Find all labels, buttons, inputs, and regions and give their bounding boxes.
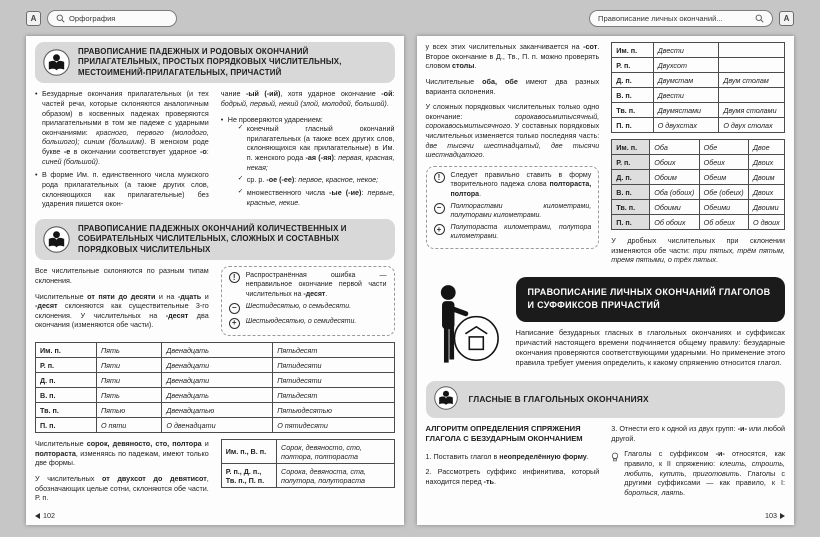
table-cell: Обе (699, 140, 748, 155)
numerals-continued-row (426, 42, 786, 271)
table-cell: Двухсот (653, 58, 719, 73)
algorithm-heading: АЛГОРИТМ ОПРЕДЕЛЕНИЯ СПРЯЖЕНИЯ ГЛАГОЛА С БЕЗУДАРНЫМ ОКОНЧАНИЕМ (425, 424, 583, 444)
table-cell: Обоих (650, 155, 699, 170)
search-field-left[interactable] (47, 10, 177, 27)
note-row-warning (229, 271, 387, 299)
table-cell: Двести (653, 88, 719, 103)
section-title: ПРАВОПИСАНИЕ ПАДЕЖНЫХ ОКОНЧАНИЙ КОЛИЧЕСТВЕННЫХ И СОБИРАТЕЛЬНЫХ ЧИСЛИТЕЛЬНЫХ, СЛОЖНЫХ И СОСТАВНЫХ ПОРЯДКОВЫХ ЧИСЛИТЕЛЬНЫХ (78, 223, 347, 254)
declension-table-5-12-50 (35, 342, 395, 433)
table-cell (719, 43, 785, 58)
declension-table-two-hundred (611, 42, 785, 133)
algorithm-row (426, 424, 786, 497)
column-2 (221, 89, 395, 213)
reading-person-icon (43, 226, 70, 253)
section-title: ГЛАСНЫЕ В ГЛАГОЛЬНЫХ ОКОНЧАНИЯХ (468, 394, 649, 405)
algorithm-step-2: 2. Рассмотреть суффикс инфинитива, который находится перед -ть. (425, 467, 600, 486)
table-cell: О пяти (96, 418, 161, 433)
table-cell: Им. п. (612, 140, 650, 155)
table-cell: Пяти (96, 373, 161, 388)
table-cell: Им. п. (612, 43, 653, 58)
table-cell: Двенадцати (162, 373, 273, 388)
table-cell: В. п. (612, 185, 650, 200)
table-cell: Двумястами (653, 103, 719, 118)
table-cell: Обоими (650, 200, 699, 215)
table-row (221, 464, 394, 488)
paragraph: Числительные от пяти до десяти и на -дцать и -десят склоняются как существительные 3-го склонения. У числительных на -десят два окончания (изменяются обе части). (35, 291, 209, 330)
table-cell: В. п. (612, 88, 653, 103)
right-example: Полутораста километрами, полутора километрами. (450, 224, 592, 241)
section-banner-numerals (35, 219, 395, 260)
table-cell: О двух столах (719, 118, 785, 133)
book-spread (26, 36, 794, 525)
table-cell: Двоими (749, 200, 785, 215)
verb-endings-section (426, 277, 786, 374)
section-banner-adjectives (35, 42, 395, 83)
list-item: • В форме Им. п. единственного числа мужского рода прилагательных (а также других слов, склоняющихся как прилагательные) без ударения пишется окон- (35, 170, 209, 209)
table-row (612, 88, 785, 103)
column-1 (35, 439, 209, 509)
page-footer-right (765, 511, 785, 520)
figure-wrap (426, 277, 504, 374)
reading-person-icon (43, 49, 70, 76)
table-cell: Оба (650, 140, 699, 155)
plus-icon: + (229, 318, 240, 329)
table-cell: Двести (653, 43, 719, 58)
form-note-box (426, 166, 600, 249)
paragraph: У числительных от двухсот до девятисот, обозначающих целые сотни, склоняются обе части. Р. п. (35, 473, 209, 503)
table-cell: Тв. п. (36, 403, 97, 418)
list-item: ✓ ср. р. -ое (-ее): первое, красное, некое; (238, 175, 395, 185)
table-cell: Р. п. (36, 358, 97, 373)
table-cell: Сорока, девяноста, ста, полутора, полутораста (277, 464, 394, 488)
right-example: Шестьюдесятью, о семидесяти. (245, 317, 357, 325)
wrong-example: Полторастами километрами, полуторами километрами. (450, 202, 592, 219)
table-cell: О двенадцати (162, 418, 273, 433)
table-cell: Об обеих (699, 215, 748, 230)
exclamation-icon: ! (229, 272, 240, 283)
paragraph: Числительные оба, обе имеют два разных варианта склонения. (425, 76, 600, 96)
table-cell: Двумя столами (719, 103, 785, 118)
column-b (611, 42, 785, 271)
table-cell: Об обоих (650, 215, 699, 230)
minus-icon: − (229, 303, 240, 314)
note-row-right (434, 223, 592, 241)
section-title: ПРАВОПИСАНИЕ ЛИЧНЫХ ОКОНЧАНИЙ ГЛАГОЛОВ И СУФФИКСОВ ПРИЧАСТИЙ (527, 286, 771, 311)
person-with-wheel-illustration (428, 282, 502, 370)
table-cell: Пятидесяти (273, 373, 394, 388)
column-2 (221, 439, 395, 509)
table-cell: Двоих (749, 185, 785, 200)
table-cell: Обеих (699, 155, 748, 170)
declension-table-forty-ninety (221, 439, 395, 488)
table-row (612, 155, 785, 170)
table-cell: О двоих (749, 215, 785, 230)
paragraph: Все числительные склоняются по разным типам склонения. (35, 266, 209, 285)
page-left (26, 36, 404, 525)
note-text: Распространённая ошибка — неправильное окончание первой части числительных на -десят. (245, 272, 387, 298)
toolbar-right (589, 10, 794, 27)
search-field-right[interactable] (589, 10, 773, 27)
minus-icon: − (434, 203, 445, 214)
paragraph: у всех этих числительных заканчивается на -сот. Второе окончание в Д., Тв., П. п. можно проверять словом столы. (425, 42, 600, 71)
table-row (612, 103, 785, 118)
table-cell: П. п. (612, 118, 653, 133)
table-cell: Пятьдесят (273, 343, 394, 358)
search-icon (755, 14, 764, 23)
table-cell: В. п. (36, 388, 97, 403)
next-page-icon[interactable] (780, 513, 785, 519)
table-cell: Двенадцати (162, 358, 273, 373)
algorithm-step-1: 1. Поставить глагол в неопределённую форму. (425, 451, 589, 461)
algorithm-column (426, 424, 600, 497)
list-item: ✓ конечный гласный окончаний прилагательных (а также всех других слов, склоняющихся как прилагательные) в Им. п. женского рода -ая (-яя): первая, красная, некая; (238, 124, 395, 172)
section-title: ПРАВОПИСАНИЕ ПАДЕЖНЫХ И РОДОВЫХ ОКОНЧАНИЙ ПРИЛАГАТЕЛЬНЫХ, ПРОСТЫХ ПОРЯДКОВЫХ ЧИСЛИТЕЛЬНЫХ, МЕСТОИМЕНИЙ-ПРИЛАГАТЕЛЬНЫХ, ПРИЧАСТИЙ (78, 47, 342, 77)
table-cell: Двум столам (719, 73, 785, 88)
tip-block (611, 449, 785, 497)
list-item: ✓ множественного числа -ые (-ие): первые, красные, некие. (238, 188, 395, 207)
table-row (36, 343, 395, 358)
list-item: • Безударные окончания прилагательных (и тех частей речи, которые склоняются аналогичным образом) в косвенных падежах проверяются прилагательными в том же падеже с ударными окончаниями: красного, первого (молодого, большого); синим (большим). В женском роде букве -е в окончании соответствует ударное -о: синей (большой). (35, 89, 209, 166)
table-row (36, 373, 395, 388)
paragraph: чание -ый (-ий), хотя ударное окончание -ой: бодрый, первый, некий (злой, молодой, большой). (220, 89, 395, 108)
prev-page-icon[interactable] (35, 513, 40, 519)
forty-ninety-row (35, 439, 395, 509)
table-cell: Пятью (96, 403, 161, 418)
note-row-wrong (434, 202, 592, 220)
table-cell: Р. п. (612, 58, 653, 73)
table-cell: Д. п. (612, 73, 653, 88)
table-cell: Двенадцатью (162, 403, 273, 418)
font-settings-button-right[interactable]: A (779, 11, 794, 26)
table-cell: Пять (96, 343, 161, 358)
table-cell: О двухстах (653, 118, 719, 133)
table-cell: Обеими (699, 200, 748, 215)
table-cell: Двенадцать (162, 388, 273, 403)
table-row (612, 118, 785, 133)
table-cell: Р. п., Д. п., Тв. п., П. п. (221, 464, 276, 488)
section-banner-vowels (426, 381, 786, 418)
table-cell: Тв. п. (612, 103, 653, 118)
page-footer-left (35, 511, 55, 520)
column-1 (35, 89, 209, 213)
wrong-example: Шестидесятью, о семьдесяти. (245, 302, 352, 310)
page-number: 102 (43, 511, 55, 520)
fraction-paragraph: У дробных числительных при склонении изменяются обе части: три пятых, трём пятым, тремя пятыми, о трёх пятых. (611, 236, 785, 265)
paragraph: Числительные сорок, девяносто, сто, полтора и полтораста, изменяясь по падежам, имеют только две формы. (35, 439, 209, 468)
toolbar (0, 0, 820, 36)
black-section (516, 277, 786, 374)
table-row (612, 170, 785, 185)
section-banner-verb-endings (516, 277, 786, 322)
mistake-note-box (221, 266, 395, 336)
table-cell: Им. п., В. п. (221, 440, 276, 464)
tip-text: Глаголы с суффиксом -и- относятся, как правило, к II спряжению: клеить, строить, любить, купить, приготовить. Глаголы с другими суффиксами — как правило, к I: бороться, лаять. (624, 449, 785, 497)
paragraph: У сложных порядковых числительных только одно окончание: сорокавосьмитысячный, сорокавосьмитысячного. У составных порядковых числительных изменяется только последняя часть: две тысячи шестнадцатый, две тысячи шестнадцатого. (425, 102, 600, 160)
table-row (221, 440, 394, 464)
exclamation-icon: ! (434, 172, 445, 183)
lightbulb-icon (611, 450, 619, 468)
table-cell: Пятидесяти (273, 358, 394, 373)
table-cell: Двоих (749, 155, 785, 170)
table-cell: Обеим (699, 170, 748, 185)
table-cell: Двое (749, 140, 785, 155)
table-row (612, 73, 785, 88)
intro-paragraph: Написание безударных гласных в глагольных окончаниях и суффиксах причастий настоящего времени подчиняется общему правилу: безударные окончания проверяются соответствующими ударными. Но применение этого правила требует умения определить, к какому спряжению относится глагол. (515, 327, 785, 368)
reading-person-icon (434, 386, 461, 413)
font-settings-button-left[interactable]: A (26, 11, 41, 26)
table-cell: Пять (96, 388, 161, 403)
table-cell: Пятьдесят (273, 388, 394, 403)
table-cell: Тв. п. (612, 200, 650, 215)
bullet-list (35, 89, 209, 209)
table-cell: Двоим (749, 170, 785, 185)
table-cell: Д. п. (612, 170, 650, 185)
table-cell: Пятьюдесятью (273, 403, 394, 418)
toolbar-left (26, 10, 177, 27)
note-row-wrong (229, 302, 387, 314)
table-cell: Сорок, девяносто, сто, полтора, полтораста (277, 440, 394, 464)
list-item-text: Не проверяются ударением: (227, 114, 323, 124)
table-cell: Обоим (650, 170, 699, 185)
table-cell: Двенадцать (162, 343, 273, 358)
table-cell (719, 88, 785, 103)
table-cell: Обе (обеих) (699, 185, 748, 200)
table-row (36, 358, 395, 373)
table-row (36, 403, 395, 418)
table-cell: Р. п. (612, 155, 650, 170)
column-1 (35, 266, 209, 336)
check-list (238, 124, 395, 207)
table-cell (719, 58, 785, 73)
table-row (612, 185, 785, 200)
table-row (612, 43, 785, 58)
table-row (612, 200, 785, 215)
list-item (221, 115, 395, 208)
note-row-right (229, 317, 387, 329)
table-cell: Пяти (96, 358, 161, 373)
table-cell: Оба (обоих) (650, 185, 699, 200)
search-icon (56, 14, 65, 23)
table-cell: Им. п. (36, 343, 97, 358)
plus-icon: + (434, 224, 445, 235)
numerals-intro-row (35, 266, 395, 336)
algorithm-column-2 (611, 424, 785, 497)
page-number: 103 (765, 511, 777, 520)
algorithm-step-3: 3. Отнести его к одной из двух групп: -и- или любой другой. (611, 424, 785, 443)
search-text-right: Правописание личных окончаний... (598, 13, 723, 23)
table-cell: П. п. (612, 215, 650, 230)
table-row (612, 215, 785, 230)
search-text-left: Орфография (69, 13, 116, 23)
table-cell: О пятидесяти (273, 418, 394, 433)
table-cell: Двумстам (653, 73, 719, 88)
declension-table-oba-obe (611, 139, 785, 230)
table-row (612, 140, 785, 155)
note-text: Следует правильно ставить в форму творительного падежа слова полтораста, полтора. (450, 172, 592, 198)
table-row (36, 418, 395, 433)
table-row (36, 388, 395, 403)
adjectives-columns (35, 89, 395, 213)
table-cell: П. п. (36, 418, 97, 433)
column-a (426, 42, 600, 271)
note-row-warning (434, 171, 592, 199)
bullet-list (221, 115, 395, 208)
table-cell: Д. п. (36, 373, 97, 388)
column-2 (221, 266, 395, 336)
page-right (417, 36, 795, 525)
table-row (612, 58, 785, 73)
